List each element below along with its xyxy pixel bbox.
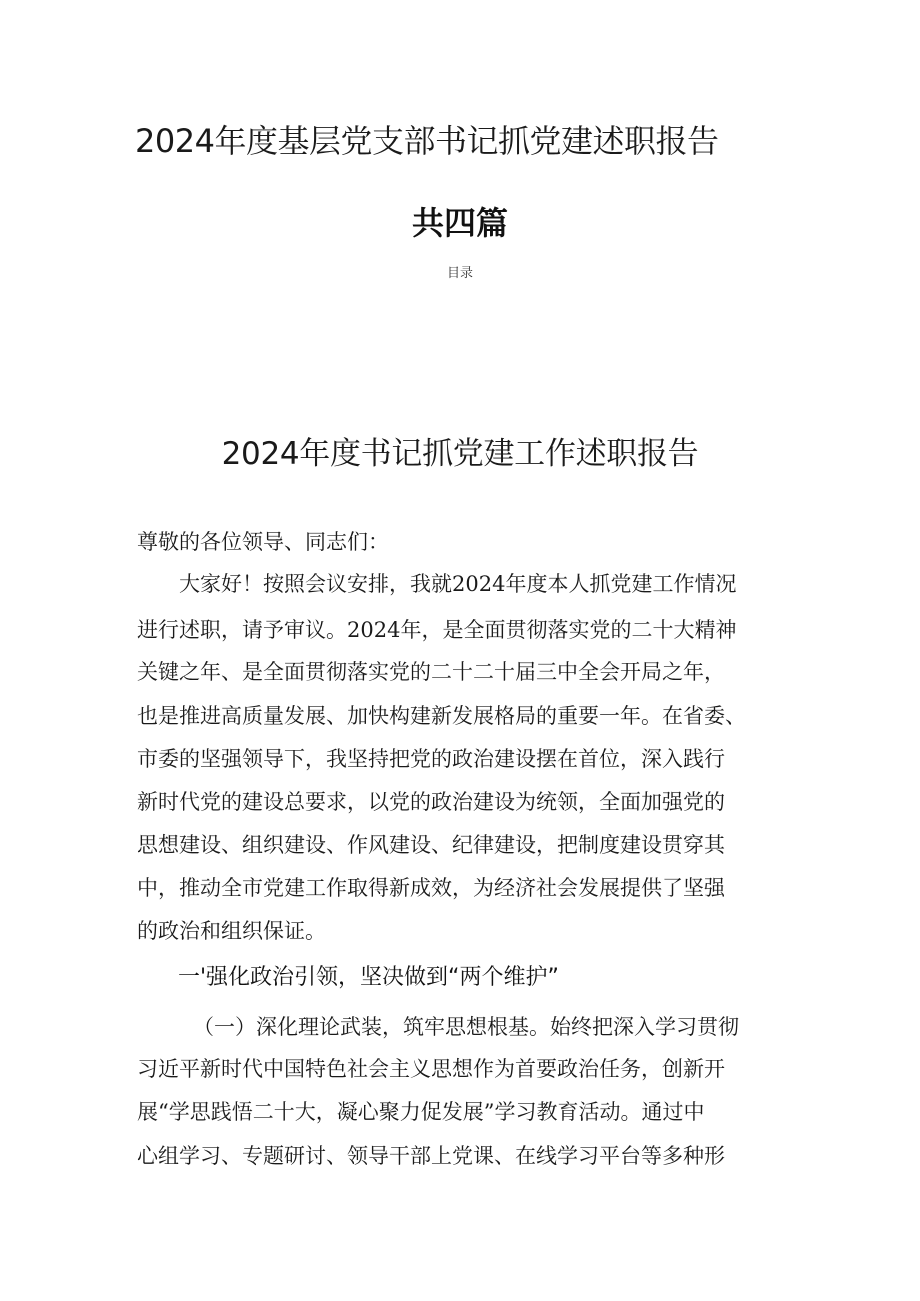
paragraph-line: 展“学思践悟二十大，凝心聚力促发展”学习教育活动。通过中 — [137, 1100, 705, 1124]
document-subtitle: 共四篇 — [411, 204, 508, 242]
paragraph-line: （一）深化理论武装，筑牢思想根基。始终把深入学习贯彻 — [193, 1015, 739, 1039]
report-title: 2024年度书记抓党建工作述职报告 — [221, 436, 699, 472]
section-heading: 一'强化政治引领，坚决做到“两个维护” — [178, 965, 559, 990]
table-of-contents-label: 目录 — [446, 266, 473, 281]
paragraph-line: 市委的坚强领导下，我坚持把党的政治建设摆在首位，深入践行 — [137, 747, 725, 771]
paragraph-line: 关键之年、是全面贯彻落实党的二十二十届三中全会开局之年， — [137, 660, 725, 684]
salutation: 尊敬的各位领导、同志们： — [137, 530, 389, 554]
paragraph-line: 心组学习、专题研讨、领导干部上党课、在线学习平台等多种形 — [137, 1144, 725, 1168]
paragraph-line: 新时代党的建设总要求，以党的政治建设为统领，全面加强党的 — [137, 790, 725, 814]
paragraph-line: 思想建设、组织建设、作风建设、纪律建设，把制度建设贯穿其 — [137, 833, 725, 857]
paragraph-line: 习近平新时代中国特色社会主义思想作为首要政治任务，创新开 — [137, 1057, 725, 1081]
paragraph-line: 大家好！按照会议安排，我就2024年度本人抓党建工作情况 — [179, 572, 737, 596]
paragraph-line: 中，推动全市党建工作取得新成效，为经济社会发展提供了坚强 — [137, 876, 725, 900]
paragraph-line: 进行述职，请予审议。2024年，是全面贯彻落实党的二十大精神 — [137, 618, 737, 642]
paragraph-line: 的政治和组织保证。 — [137, 919, 326, 943]
document-title: 2024年度基层党支部书记抓党建述职报告 — [135, 122, 719, 160]
paragraph-line: 也是推进高质量发展、加快构建新发展格局的重要一年。在省委、 — [137, 704, 746, 728]
